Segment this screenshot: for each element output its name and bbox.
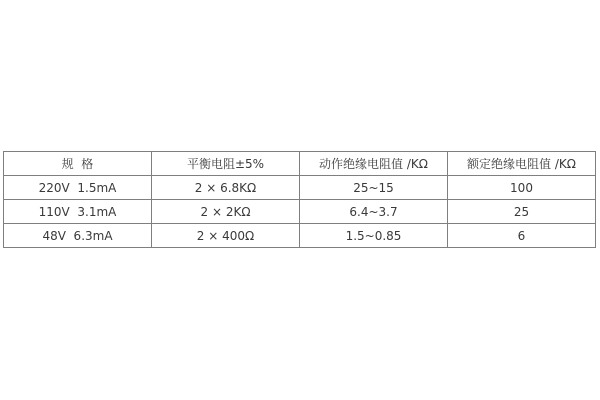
spec-table-header-row — [4, 152, 596, 176]
table-row — [4, 224, 596, 248]
cell-operating-insulation-resistance: 25~15 — [300, 176, 448, 200]
table-row — [4, 200, 596, 224]
cell-spec: 110V 3.1mA — [4, 200, 152, 224]
cell-balance-resistance: 2 × 6.8KΩ — [152, 176, 300, 200]
cell-operating-insulation-resistance: 1.5~0.85 — [300, 224, 448, 248]
cell-spec: 48V 6.3mA — [4, 224, 152, 248]
cell-rated-insulation-resistance: 6 — [448, 224, 596, 248]
header-cell-spec: 规 格 — [4, 152, 152, 176]
table-row — [4, 176, 596, 200]
cell-operating-insulation-resistance: 6.4~3.7 — [300, 200, 448, 224]
cell-spec: 220V 1.5mA — [4, 176, 152, 200]
spec-table — [3, 151, 596, 248]
header-cell-rated-insulation-resistance: 额定绝缘电阻值 /KΩ — [448, 152, 596, 176]
header-cell-balance-resistance: 平衡电阻±5% — [152, 152, 300, 176]
cell-balance-resistance: 2 × 400Ω — [152, 224, 300, 248]
cell-rated-insulation-resistance: 100 — [448, 176, 596, 200]
cell-rated-insulation-resistance: 25 — [448, 200, 596, 224]
header-cell-operating-insulation-resistance: 动作绝缘电阻值 /KΩ — [300, 152, 448, 176]
cell-balance-resistance: 2 × 2KΩ — [152, 200, 300, 224]
